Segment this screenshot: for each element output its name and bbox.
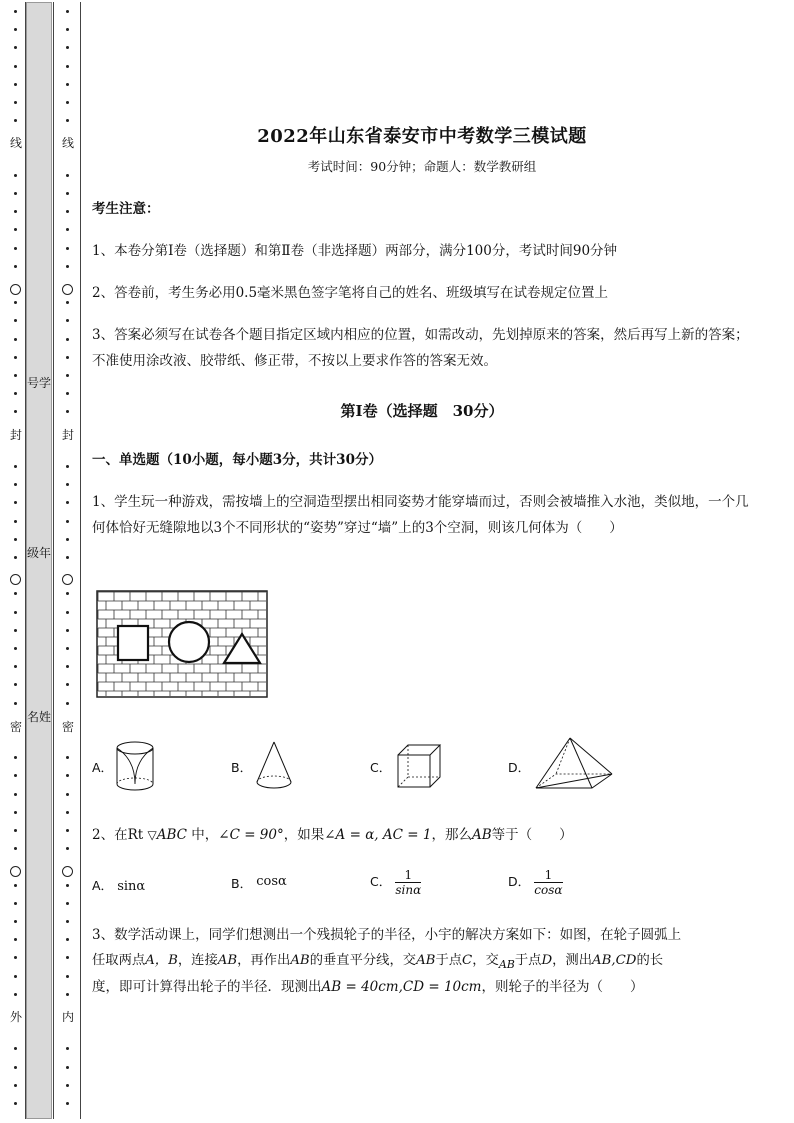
outer-dot [14,1047,17,1050]
outer-dot [14,956,17,959]
inner-dot [66,101,69,104]
q3-l2-c: ，连接 [177,953,218,968]
outer-dot [14,10,17,13]
question-2-text [92,822,752,848]
inner-dot [66,501,69,504]
triangle-symbol-icon: ▽ [147,828,157,842]
outer-dot [14,1102,17,1105]
outer-dot [14,374,17,377]
outer-dot [14,683,17,686]
inner-dot [66,556,69,559]
q2-text-c: 中， [191,827,219,843]
inner-dot [66,465,69,468]
q3-l2-m: 于点 [514,953,542,968]
inner-dot [66,683,69,686]
inner-dot [66,938,69,941]
label-grade: 级年 [27,546,52,560]
outer-dot [14,556,17,559]
outer-dot [14,101,17,104]
inner-seal-mark: 封 [61,428,74,442]
outer-dot [14,520,17,523]
part-heading: 一、单选题（10小题，每小题3分，共计30分） [92,452,382,468]
outer-seal-mark: 外 [9,1010,22,1024]
inner-dot [66,319,69,322]
outer-dot [14,356,17,359]
page-title: 2022年山东省泰安市中考数学三模试题 [257,126,587,147]
question-1-text: 1、学生玩一种游戏，需按墙上的空洞造型摆出相同姿势才能穿墙而过，否则会被墙推入水池，类似地，一个几何体恰好无缝隙地以3个不同形状的“姿势”穿过“墙”上的3个空洞，则该几何体为（ ） [92,494,749,536]
cylinder-icon [114,740,156,792]
q3-l2-e: ，再作出 [237,953,291,968]
outer-dot [14,319,17,322]
inner-dot [66,665,69,668]
q3-l2-h: AB [416,953,436,968]
inner-dot [66,756,69,759]
outer-dot [14,629,17,632]
outer-dot [14,847,17,850]
q2-option-b-value: cosα [256,874,287,889]
cone-icon [254,740,294,792]
outer-circle-icon [10,574,21,585]
q2-text-b: ABC [156,827,187,843]
q2-ab: AB [471,827,492,843]
section-title: 第Ⅰ卷（选择题 30分） [340,402,504,420]
inner-dot [66,1084,69,1087]
notice-item-2: 2、答卷前，考生务必用0.5毫米黑色签字笔将自己的姓名、班级填写在试卷规定位置上 [92,285,609,301]
student-info-band [26,2,52,1119]
q1-option-d[interactable] [508,758,530,776]
q2-option-b-label: B． [231,876,253,891]
outer-seal-mark: 封 [9,428,22,442]
inner-dot [66,374,69,377]
outer-dot [14,756,17,759]
notice-item-3: 3、答案必须写在试卷各个题目指定区域内相应的位置，如需改动，先划掉原来的答案，然后再写上新的答案；不准使用涂改液、胶带纸、修正带，不按以上要求作答的答案无效。 [92,327,749,369]
q2-option-c-fraction [395,868,421,897]
outer-dot [14,119,17,122]
outer-dot [14,192,17,195]
outer-dot [14,774,17,777]
q3-l2-d: AB [217,953,238,968]
inner-dot [66,483,69,486]
outer-dot [14,301,17,304]
question-3-line-1: 3、数学活动课上，同学们想测出一个残损轮子的半径，小宇的解决方案如下：如图，在轮子圆弧上 [92,927,682,943]
outer-dot [14,28,17,31]
outer-dot [14,975,17,978]
inner-circle-icon [62,284,73,295]
inner-dot [66,902,69,905]
q2-option-a-value: sinα [117,879,146,894]
inner-dot [66,956,69,959]
q2-option-d[interactable] [508,868,563,897]
q1-option-a-label: A． [92,760,114,775]
question-3-line-2 [92,948,752,974]
inner-dot [66,338,69,341]
page-subtitle: 考试时间：90分钟；命题人：数学教研组 [307,159,537,174]
outer-dot-column [10,4,22,1119]
outer-dot [14,410,17,413]
q3-l3-c: ，则轮子的半径为（ ） [481,979,644,995]
outer-dot [14,1066,17,1069]
outer-dot [14,920,17,923]
q2-option-c-den: sinα [395,883,422,897]
inner-dot [66,920,69,923]
outer-dot [14,829,17,832]
inner-dot [66,647,69,650]
inner-dot [66,611,69,614]
circle-hole-icon [169,622,209,662]
outer-dot [14,247,17,250]
inner-circle-icon [62,866,73,877]
inner-dot [66,975,69,978]
outer-dot [14,174,17,177]
inner-circle-icon [62,574,73,585]
q2-option-a[interactable] [92,876,145,894]
inner-seal-mark: 内 [61,1010,74,1024]
q1-option-c-label: C． [370,760,392,775]
q2-option-c-num: 1 [395,868,421,883]
q2-text-e: ，那么 [431,827,472,843]
inner-dot [66,65,69,68]
inner-dot [66,265,69,268]
q2-cond2: ∠A = α, AC = 1 [324,827,432,843]
inner-dot [66,247,69,250]
q2-option-b[interactable] [231,874,287,892]
inner-dot [66,392,69,395]
q1-option-c[interactable] [370,758,391,776]
q2-cond1: ∠C = 90° [218,827,284,843]
q2-option-d-label: D． [508,874,531,889]
q2-option-d-fraction [534,868,562,897]
square-hole-icon [118,626,148,660]
inner-dot [66,774,69,777]
outer-dot [14,265,17,268]
inner-dot [66,192,69,195]
inner-dot [66,793,69,796]
outer-dot [14,611,17,614]
outer-dot [14,592,17,595]
q1-option-a[interactable] [92,758,113,776]
label-name: 名姓 [27,710,52,724]
inner-dot [66,356,69,359]
q2-text-d: ，如果 [283,827,325,843]
q3-l2-q: 的长 [636,953,664,968]
inner-dot [66,629,69,632]
q2-text-f: 等于（ ） [491,827,573,843]
outer-dot [14,702,17,705]
outer-dot [14,392,17,395]
q3-l2-b: A，B [145,953,178,968]
q2-text-a: 2、在Rt [92,827,144,843]
outer-dot [14,83,17,86]
q3-l3-a: 度，即可计算得出轮子的半径．现测出 [92,979,322,995]
inner-dot [66,228,69,231]
outer-dot [14,465,17,468]
q2-option-d-den: cosα [534,883,563,897]
outer-dot [14,228,17,231]
outer-dot [14,793,17,796]
inner-dot [66,847,69,850]
inner-dot [66,538,69,541]
q1-option-b-label: B． [231,760,253,775]
outer-circle-icon [10,284,21,295]
outer-dot [14,902,17,905]
binding-rule-right [80,2,81,1119]
q3-l2-arc: AB [498,958,515,971]
q2-option-d-num: 1 [534,868,562,883]
q1-option-d-label: D． [508,760,531,775]
outer-dot [14,993,17,996]
inner-seal-mark: 密 [61,720,74,734]
q3-l3-b: AB = 40cm,CD = 10cm [321,979,482,995]
outer-dot [14,1084,17,1087]
inner-dot [66,1102,69,1105]
outer-dot [14,210,17,213]
outer-circle-icon [10,866,21,877]
inner-dot [66,10,69,13]
outer-dot [14,483,17,486]
inner-seal-mark: 线 [61,136,74,150]
question-3-line-3 [92,974,752,1000]
inner-dot [66,829,69,832]
outer-dot [14,338,17,341]
binding-rule-mid [53,2,54,1119]
outer-dot [14,501,17,504]
inner-dot [66,83,69,86]
q2-option-c[interactable] [370,868,421,897]
inner-dot [66,28,69,31]
q2-option-c-label: C． [370,874,392,889]
label-student-number: 号学 [27,376,52,390]
q3-l2-n: D [541,953,553,968]
inner-dot [66,46,69,49]
inner-dot [66,811,69,814]
inner-dot [66,1066,69,1069]
inner-dot [66,702,69,705]
q3-l2-a: 任取两点 [92,953,146,968]
notice-heading: 考生注意： [92,201,160,217]
outer-dot [14,46,17,49]
outer-seal-mark: 线 [9,136,22,150]
outer-dot [14,811,17,814]
outer-seal-mark: 密 [9,720,22,734]
inner-dot-column [62,4,74,1119]
q3-l2-j: C [462,953,473,968]
q3-l2-k: ，交 [472,953,499,968]
inner-dot [66,119,69,122]
inner-dot [66,592,69,595]
notice-item-1: 1、本卷分第Ⅰ卷（选择题）和第Ⅱ卷（非选择题）两部分，满分100分，考试时间90分钟 [92,243,618,259]
inner-dot [66,1047,69,1050]
inner-dot [66,410,69,413]
q3-l2-p: AB,CD [592,953,637,968]
q3-l2-g: 的垂直平分线，交 [309,953,417,968]
pyramid-icon [534,736,614,794]
outer-dot [14,65,17,68]
q3-l2-o: ，测出 [552,953,592,968]
outer-dot [14,938,17,941]
inner-dot [66,301,69,304]
brick-wall-figure [96,590,268,698]
inner-dot [66,993,69,996]
inner-dot [66,174,69,177]
outer-dot [14,884,17,887]
inner-dot [66,210,69,213]
outer-dot [14,538,17,541]
inner-dot [66,884,69,887]
q3-l2-i: 于点 [435,953,463,968]
q2-option-a-label: A． [92,878,114,893]
outer-dot [14,665,17,668]
q1-option-b[interactable] [231,758,252,776]
outer-dot [14,647,17,650]
q3-l2-f: AB [290,953,310,968]
binding-strip [0,0,82,1123]
cube-icon [392,742,444,790]
inner-dot [66,520,69,523]
